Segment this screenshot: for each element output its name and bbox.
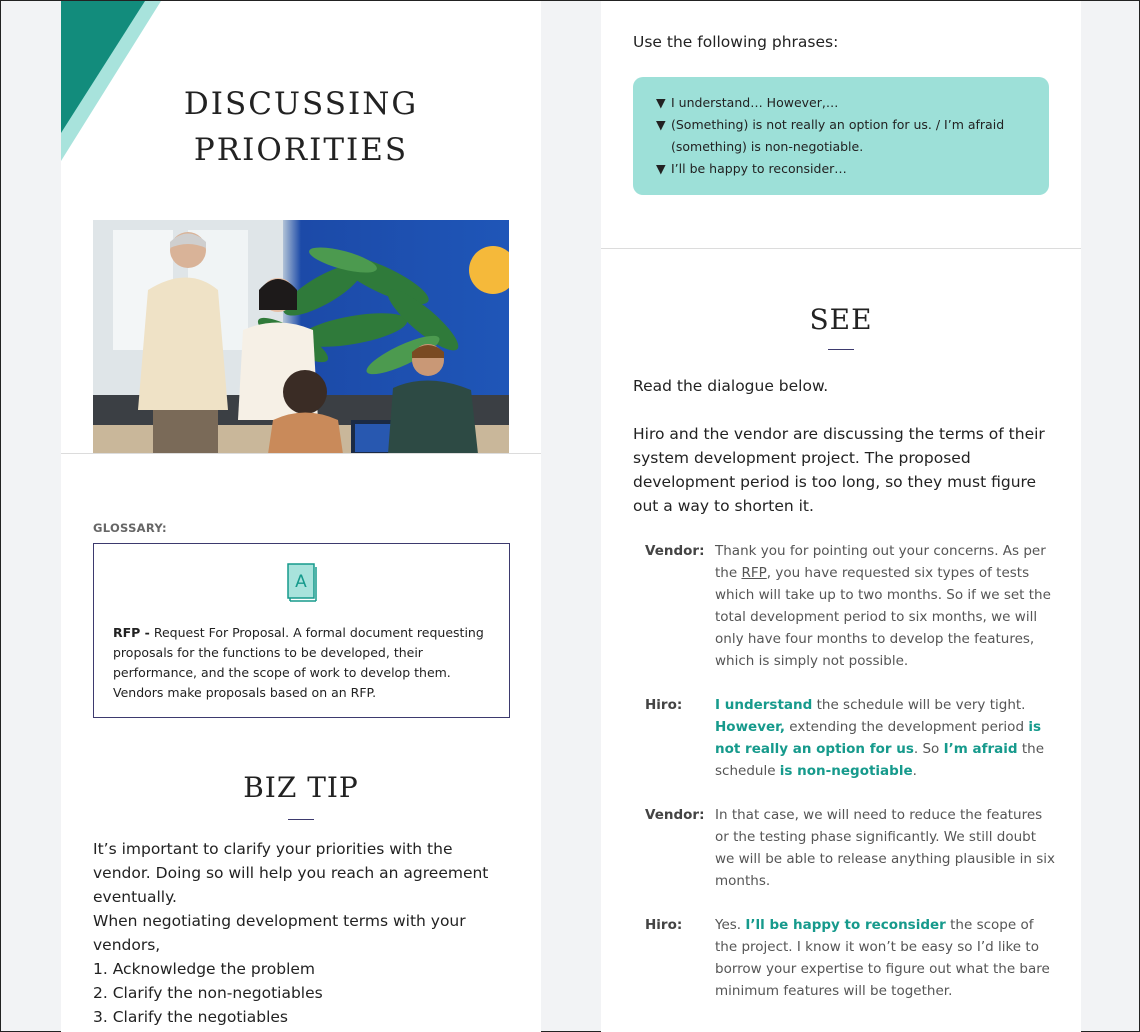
glossary-entry [113, 623, 498, 703]
dialogue-line [715, 540, 1055, 672]
dialogue-text: the schedule will be very tight. [812, 697, 1026, 713]
section-divider [61, 453, 541, 454]
dialogue [645, 540, 1055, 1024]
biz-tip-step: 2. Clarify the non-negotiables [93, 984, 323, 1002]
dialogue-text: . So [913, 741, 944, 757]
biz-tip-step: 3. Clarify the negotiables [93, 1008, 288, 1026]
triangle-bullet-icon: ▼ [656, 95, 666, 110]
phrase-text: I’ll be happy to reconsider… [671, 161, 847, 176]
dialogue-speaker: Vendor: [645, 807, 705, 823]
highlighted-phrase: is not really an option for us [715, 719, 1041, 757]
highlighted-phrase: I’ll be happy to reconsider [745, 917, 946, 933]
dialogue-line [715, 914, 1055, 1002]
dialogue-row [645, 540, 1055, 672]
section-divider [601, 248, 1081, 249]
triangle-bullet-icon: ▼ [656, 161, 666, 176]
phrase-text: I understand… However,… [671, 95, 839, 110]
page-title [61, 81, 541, 173]
dialogue-speaker: Hiro: [645, 697, 683, 713]
highlighted-phrase: is non-negotiable [779, 763, 913, 779]
highlighted-phrase: However, [715, 719, 785, 735]
triangle-bullet-icon: ▼ [656, 117, 666, 132]
dictionary-book-icon [286, 562, 318, 602]
dialogue-line [715, 804, 1055, 892]
dialogue-row [645, 694, 1055, 782]
key-phrases-box [633, 77, 1049, 195]
dialogue-text: . [912, 763, 917, 779]
phrases-intro: Use the following phrases: [633, 33, 839, 51]
phrase-item [656, 92, 1029, 114]
highlighted-phrase: I understand [715, 697, 813, 713]
dialogue-text: the schedule [715, 741, 1045, 779]
highlighted-phrase: I’m afraid [943, 741, 1018, 757]
biz-tip-step: 1. Acknowledge the problem [93, 960, 316, 978]
dialogue-text: the scope of the project. I know it won’t be easy so I’d like to borrow your expertise to figure out what the bare minimum features will be together. [715, 917, 1050, 999]
right-article-panel [601, 1, 1081, 1032]
biz-tip-steps-list [93, 957, 513, 1029]
glossary-definition: Request For Proposal. A formal document requesting proposals for the functions to be developed, their performance, and the scope of work to develop them. Vendors make proposals based on an RFP. [113, 625, 484, 700]
title-line-2: PRIORITIES [193, 132, 409, 168]
biz-tip-paragraph-1: It’s important to clarify your priorities with the vendor. Doing so will help you reach an agreement eventually. [93, 840, 489, 906]
dialogue-row [645, 914, 1055, 1002]
glossary-card [93, 543, 510, 718]
dialogue-text: , you have requested six types of tests which will take up to two months. So if we set the total development period to six months, we will only have four months to develop the features, which is simply not possible. [715, 565, 1051, 669]
dialogue-text: Yes. [715, 917, 746, 933]
phrase-item [656, 158, 1029, 180]
see-context: Hiro and the vendor are discussing the terms of their system development project. The proposed development period is too long, so they must figure out a way to shorten it. [633, 425, 1045, 515]
glossary-term-link: RFP [741, 565, 767, 581]
dialogue-text: extending the development period [784, 719, 1029, 735]
glossary-label: GLOSSARY: [93, 521, 167, 535]
title-line-1: DISCUSSING [183, 86, 419, 122]
dialogue-line [715, 694, 1055, 782]
left-article-panel [61, 1, 541, 1032]
see-title: SEE [809, 303, 873, 336]
dialogue-text: In that case, we will need to reduce the features or the testing phase significantly. We still doubt we will be able to release anything plausible in six months. [715, 807, 1055, 889]
phrase-item [656, 114, 1029, 158]
biz-tip-underline [288, 819, 314, 820]
dialogue-text: Thank you for pointing out your concerns. As per the [715, 543, 1046, 581]
dialogue-speaker: Hiro: [645, 917, 683, 933]
book-icon-letter: A [295, 572, 307, 592]
dialogue-speaker: Vendor: [645, 543, 705, 559]
glossary-term: RFP - [113, 625, 150, 640]
office-meeting-photo [93, 220, 509, 454]
phrase-text: (Something) is not really an option for us. / I’m afraid (something) is non-negotiable. [671, 117, 1005, 154]
biz-tip-title: BIZ TIP [243, 771, 359, 804]
biz-tip-paragraph-2: When negotiating development terms with your vendors, [93, 912, 466, 954]
see-underline [828, 349, 854, 350]
dialogue-row [645, 804, 1055, 892]
see-intro: Read the dialogue below. [633, 377, 829, 395]
